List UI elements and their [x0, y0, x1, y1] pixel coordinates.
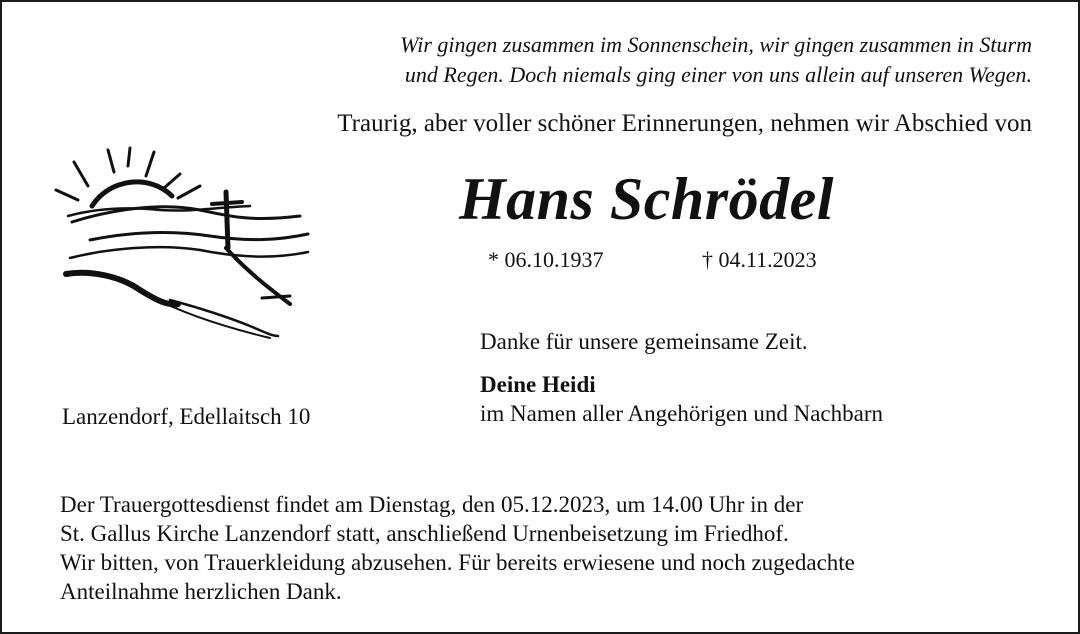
service-line-3: Wir bitten, von Trauerkleidung abzusehen. Für bereits erwiesene und noch zugedachte	[60, 550, 855, 575]
verse-line-2: und Regen. Doch niemals ging einer von uns allein auf unseren Wegen.	[404, 62, 1032, 87]
relatives-line: im Namen aller Angehörigen und Nachbarn	[480, 401, 884, 426]
service-line-1: Der Trauergottesdienst findet am Dienstag, den 05.12.2023, um 14.00 Uhr in der	[60, 492, 804, 517]
deceased-name: Hans Schrödel	[459, 166, 834, 232]
sunset-hills-cross-icon	[50, 140, 312, 346]
service-announcement	[60, 490, 855, 606]
signer-name: Deine Heidi	[480, 372, 596, 397]
birth-date: * 06.10.1937	[488, 247, 604, 272]
memorial-verse	[400, 30, 1032, 90]
mourner-address: Lanzendorf, Edellaitsch 10	[62, 404, 311, 429]
service-line-2: St. Gallus Kirche Lanzendorf statt, anschließend Urnenbeisetzung im Friedhof.	[60, 521, 789, 546]
verse-line-1: Wir gingen zusammen im Sonnenschein, wir gingen zusammen in Sturm	[400, 32, 1032, 57]
farewell-intro: Traurig, aber voller schöner Erinnerungen, nehmen wir Abschied von	[337, 110, 1032, 137]
thanks-line: Danke für unsere gemeinsame Zeit.	[480, 329, 808, 354]
death-date: † 04.11.2023	[702, 247, 817, 272]
service-line-4: Anteilnahme herzlichen Dank.	[60, 579, 342, 604]
